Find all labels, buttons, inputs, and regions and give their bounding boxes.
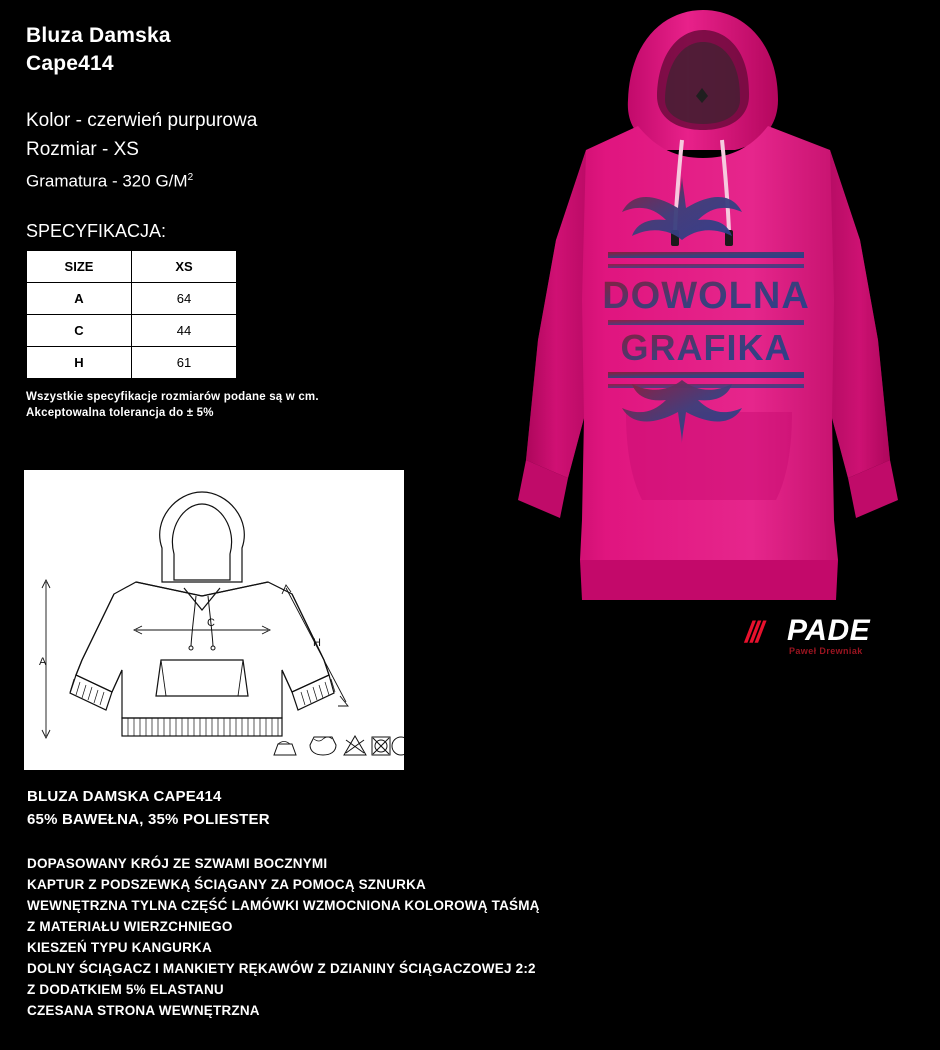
logo-wordmark: PADE — [787, 614, 871, 647]
bottom-description — [27, 785, 707, 1021]
attribute-color: Kolor - czerwień purpurowa — [26, 110, 258, 131]
logo-slashes-icon: /// — [745, 616, 762, 649]
page-title-line2: Cape414 — [26, 52, 114, 75]
size-note-line2: Akceptowalna tolerancja do ± 5% — [26, 406, 214, 419]
table-cell-measure-value: 61 — [132, 346, 237, 378]
table-cell-measure-name: H — [27, 346, 132, 378]
right-sleeve — [830, 150, 890, 478]
table-cell-measure-value: 64 — [132, 282, 237, 314]
spacer — [26, 78, 456, 106]
left-column — [26, 22, 456, 421]
logo-subtitle: Paweł Drewniak — [789, 646, 863, 656]
table-row — [27, 346, 237, 378]
size-table — [26, 250, 237, 379]
table-row — [27, 314, 237, 346]
print-text-line2: GRAFIKA — [620, 327, 792, 368]
drawing-label-a: A — [39, 656, 47, 668]
table-header-row — [27, 250, 237, 282]
list-item: Z MATERIAŁU WIERZCHNIEGO — [27, 919, 233, 934]
print-text-line1: DOWOLNA — [602, 275, 810, 317]
drawing-label-h: H — [313, 637, 321, 649]
table-header-xs: XS — [132, 250, 237, 282]
technical-drawing — [24, 470, 404, 770]
technical-drawing-svg — [24, 470, 404, 770]
brand-logo — [745, 612, 885, 662]
feature-list — [27, 853, 707, 1021]
attribute-size: Rozmiar - XS — [26, 139, 139, 160]
bottom-headline-2: 65% BAWEŁNA, 35% POLIESTER — [27, 811, 270, 828]
table-row — [27, 282, 237, 314]
attribute-weight — [26, 164, 456, 195]
list-item: DOLNY ŚCIĄGACZ I MANKIETY RĘKAWÓW Z DZIANINY ŚCIĄGACZOWEJ 2:2 — [27, 961, 536, 976]
table-cell-measure-name: A — [27, 282, 132, 314]
list-item: CZESANA STRONA WEWNĘTRZNA — [27, 1003, 260, 1018]
attribute-weight-text: Gramatura - 320 G/M — [26, 171, 188, 191]
table-cell-measure-value: 44 — [132, 314, 237, 346]
left-sleeve — [526, 150, 586, 478]
bottom-rib — [580, 560, 838, 600]
page-title-line1: Bluza Damska — [26, 24, 171, 47]
list-item: KIESZEŃ TYPU KANGURKA — [27, 940, 212, 955]
specification-heading: SPECYFIKACJA: — [26, 220, 167, 241]
table-header-size: SIZE — [27, 250, 132, 282]
size-table-note — [26, 389, 426, 421]
attribute-weight-sup: 2 — [187, 172, 194, 183]
list-item: Z DODATKIEM 5% ELASTANU — [27, 982, 224, 997]
size-table-body — [27, 282, 237, 378]
kangaroo-pocket — [626, 412, 792, 500]
drawing-label-c: C — [207, 617, 215, 629]
size-note-line1: Wszystkie specyfikacje rozmiarów podane są w cm. — [26, 390, 319, 403]
care-symbols — [274, 736, 404, 755]
list-item: KAPTUR Z PODSZEWKĄ ŚCIĄGANY ZA POMOCĄ SZNURKA — [27, 877, 427, 892]
bottom-headline-1: BLUZA DAMSKA CAPE414 — [27, 788, 222, 805]
list-item: DOPASOWANY KRÓJ ZE SZWAMI BOCZNYMI — [27, 856, 328, 871]
product-photo — [460, 0, 940, 700]
hoodie-illustration — [460, 0, 940, 700]
table-cell-measure-name: C — [27, 314, 132, 346]
size-table-head — [27, 250, 237, 282]
list-item: WEWNĘTRZNA TYLNA CZĘŚĆ LAMÓWKI WZMOCNIONA KOLOROWĄ TAŚMĄ — [27, 898, 540, 913]
